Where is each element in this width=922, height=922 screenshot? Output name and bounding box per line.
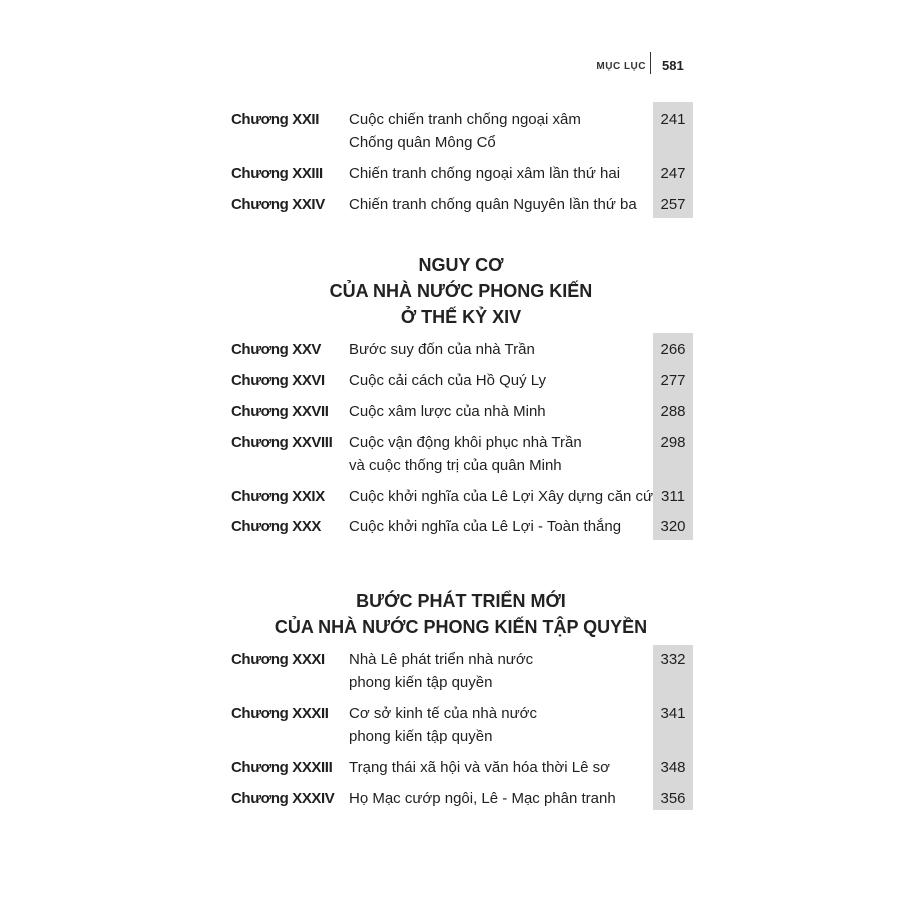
chapter-page-number: 288 — [660, 403, 686, 420]
section-heading-line: CỦA NHÀ NƯỚC PHONG KIẾN — [329, 281, 593, 301]
chapter-page-number: 247 — [660, 165, 686, 182]
chapter-title — [349, 108, 649, 154]
chapter-title — [349, 162, 649, 185]
chapter-page-number: 356 — [660, 790, 686, 807]
section-heading — [0, 252, 922, 330]
chapter-title-line: Họ Mạc cướp ngôi, Lê - Mạc phân tranh — [349, 790, 616, 807]
chapter-page-number: 311 — [661, 488, 685, 505]
chapter-title-line: Cuộc xâm lược của nhà Minh — [349, 403, 546, 420]
chapter-page-number: 348 — [660, 759, 686, 776]
chapter-title — [349, 193, 649, 216]
chapter-title-line: Chiến tranh chống quân Nguyên lần thứ ba — [349, 196, 637, 213]
chapter-number: Chương XXXIII — [231, 759, 333, 776]
running-header — [596, 52, 690, 74]
section-heading — [0, 588, 922, 640]
chapter-title-line: phong kiến tập quyền — [349, 674, 493, 691]
chapter-number: Chương XXVI — [231, 372, 325, 389]
header-divider — [650, 52, 651, 74]
chapter-title-line: Cuộc khởi nghĩa của Lê Lợi Xây dựng căn cứ — [349, 488, 654, 505]
chapter-title — [349, 369, 649, 392]
chapter-page-number: 332 — [660, 651, 686, 668]
chapter-page-number: 341 — [660, 705, 686, 722]
page-number: 581 — [662, 58, 684, 73]
section-heading-line: CỦA NHÀ NƯỚC PHONG KIẾN TẬP QUYỀN — [274, 617, 648, 637]
chapter-title-line: Cuộc khởi nghĩa của Lê Lợi - Toàn thắng — [349, 518, 622, 535]
chapter-number: Chương XXIX — [231, 488, 325, 505]
chapter-title-line: Cơ sở kinh tế của nhà nước — [349, 705, 537, 722]
chapter-number: Chương XXX — [231, 518, 322, 535]
chapter-title — [349, 485, 654, 508]
chapter-number: Chương XXVIII — [231, 434, 333, 451]
chapter-page-number: 298 — [660, 434, 686, 451]
chapter-title-line: phong kiến tập quyền — [349, 728, 493, 745]
running-header-label: MỤC LỤC — [596, 61, 646, 72]
chapter-title — [349, 756, 649, 779]
chapter-page-number: 241 — [660, 111, 686, 128]
section-heading-line: NGUY CƠ — [418, 255, 504, 275]
chapter-title — [349, 431, 649, 477]
chapter-title-line: Chống quân Mông Cổ — [349, 134, 496, 151]
chapter-title — [349, 702, 649, 748]
chapter-title — [349, 648, 649, 694]
chapter-number: Chương XXVII — [231, 403, 329, 420]
chapter-title — [349, 787, 649, 810]
chapter-title-line: Bước suy đốn của nhà Trần — [349, 341, 535, 358]
chapter-number: Chương XXIII — [231, 165, 323, 182]
chapter-number: Chương XXXI — [231, 651, 325, 668]
chapter-title-line: Cuộc vận động khôi phục nhà Trần — [349, 434, 582, 451]
chapter-title-line: Trạng thái xã hội và văn hóa thời Lê sơ — [349, 759, 610, 776]
chapter-title-line: Cuộc cải cách của Hồ Quý Ly — [349, 372, 547, 389]
chapter-title — [349, 338, 649, 361]
chapter-page-number: 266 — [660, 341, 686, 358]
chapter-page-number: 257 — [660, 196, 686, 213]
chapter-number: Chương XXXII — [231, 705, 329, 722]
chapter-number: Chương XXII — [231, 111, 319, 128]
chapter-title-line: Nhà Lê phát triển nhà nước — [349, 651, 534, 668]
chapter-title-line: Chiến tranh chống ngoại xâm lần thứ hai — [349, 165, 621, 182]
section-heading-line: BƯỚC PHÁT TRIỂN MỚI — [356, 591, 566, 611]
chapter-number: Chương XXIV — [231, 196, 325, 213]
chapter-title — [349, 515, 649, 538]
section-heading-line: Ở THẾ KỶ XIV — [400, 307, 522, 327]
chapter-number: Chương XXV — [231, 341, 322, 358]
chapter-title-line: Cuộc chiến tranh chống ngoại xâm — [349, 111, 581, 128]
chapter-page-number: 277 — [660, 372, 686, 389]
chapter-number: Chương XXXIV — [231, 790, 335, 807]
chapter-page-number: 320 — [660, 518, 686, 535]
chapter-title-line: và cuộc thống trị của quân Minh — [349, 457, 562, 474]
chapter-title — [349, 400, 649, 423]
